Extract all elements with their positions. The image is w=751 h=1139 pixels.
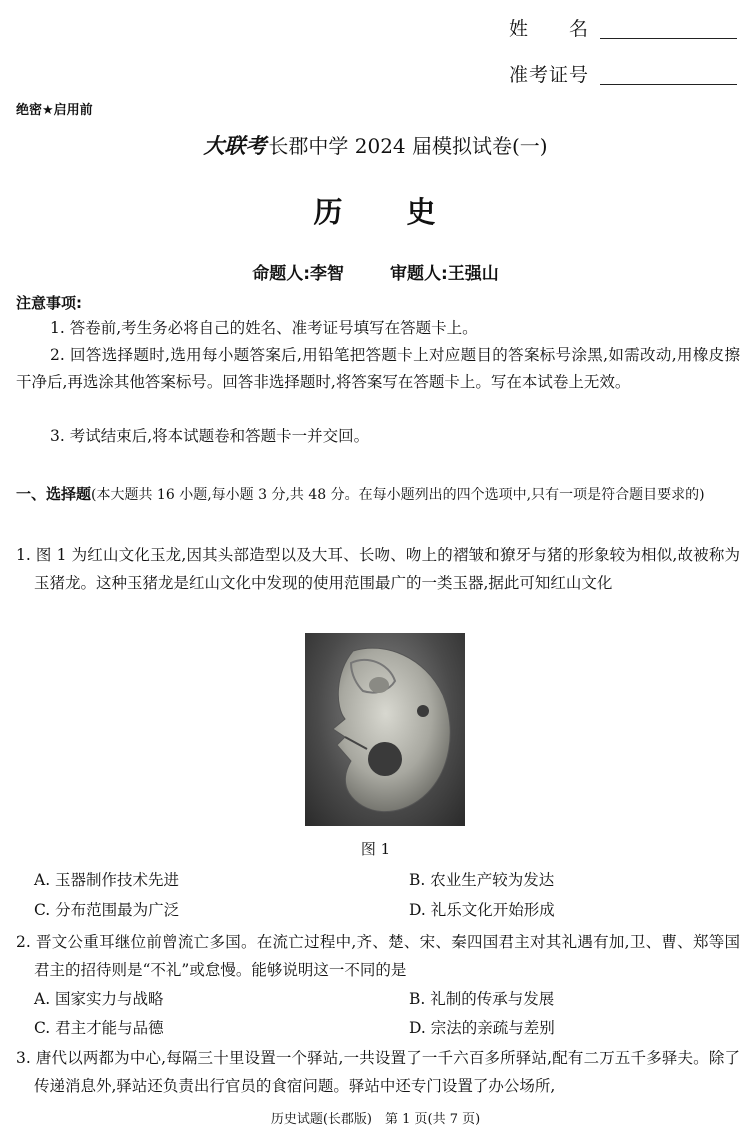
- id-label: 准考证号: [509, 64, 590, 86]
- q2-option-a[interactable]: A. 国家实力与战略: [34, 990, 164, 1008]
- secret-mark: 绝密★启用前: [16, 103, 93, 118]
- question-3-stem: 3. 唐代以两都为中心,每隔三十里设置一个驿站,一共设置了一千六百多所驿站,配有二万五千多驿夫。除了传递消息外,驿站还负责出行官员的食宿问题。驿站中还专门设置了办公场所,: [16, 1049, 740, 1095]
- notice-item-3: 3. 考试结束后,将本试题卷和答题卡一并交回。: [50, 427, 370, 445]
- reviewer: 审题人:王强山: [389, 264, 499, 284]
- q2-option-c[interactable]: C. 君主才能与品德: [34, 1019, 164, 1037]
- q1-option-d[interactable]: D. 礼乐文化开始形成: [409, 901, 555, 919]
- exam-title-text: 长郡中学 2024 届模拟试卷(一): [268, 134, 548, 158]
- name-field[interactable]: [600, 16, 737, 39]
- author: 命题人:李智: [252, 264, 345, 284]
- notice-item-2: 2. 回答选择题时,选用每小题答案后,用铅笔把答题卡上对应题目的答案标号涂黑,如需改动,用橡皮擦干净后,再选涂其他答案标号。回答非选择题时,将答案写在答题卡上。写在本试卷上无效。: [16, 346, 740, 391]
- section-header: [16, 481, 742, 508]
- id-field[interactable]: [600, 62, 737, 85]
- jade-dragon-figure: [305, 633, 465, 826]
- notice-item-1: 1. 答卷前,考生务必将自己的姓名、准考证号填写在答题卡上。: [50, 319, 478, 337]
- section-title: 一、选择题: [16, 485, 92, 503]
- q1-option-a[interactable]: A. 玉器制作技术先进: [34, 871, 180, 889]
- page-footer: 历史试题(长郡版) 第 1 页(共 7 页): [270, 1112, 481, 1127]
- figure-caption: 图 1: [360, 840, 391, 858]
- section-desc: (本大题共 16 小题,每小题 3 分,共 48 分。在每小题列出的四个选项中,只有一项是符合题目要求的): [91, 487, 705, 503]
- subject-title: 历 史: [313, 195, 438, 229]
- question-1-stem: 1. 图 1 为红山文化玉龙,因其头部造型以及大耳、长吻、吻上的褶皱和獠牙与猪的形象较为相似,故被称为玉猪龙。这种玉猪龙是红山文化中发现的使用范围最广的一类玉器,据此可知红山文化: [16, 546, 740, 592]
- jade-dragon-image: [305, 633, 465, 826]
- authors-line: [0, 259, 751, 284]
- question-2-stem: 2. 晋文公重耳继位前曾流亡多国。在流亡过程中,齐、楚、宋、秦四国君主对其礼遇有加,卫、曹、郑等国君主的招待则是“不礼”或怠慢。能够说明这一不同的是: [16, 933, 740, 979]
- brand-logo: 大联考: [203, 133, 267, 158]
- exam-title: [0, 130, 751, 160]
- q1-option-b[interactable]: B. 农业生产较为发达: [409, 871, 555, 889]
- q2-option-d[interactable]: D. 宗法的亲疏与差别: [409, 1019, 555, 1037]
- name-label: 姓 名: [509, 18, 590, 40]
- q2-option-b[interactable]: B. 礼制的传承与发展: [409, 990, 555, 1008]
- q1-option-c[interactable]: C. 分布范围最为广泛: [34, 901, 180, 919]
- notice-title: 注意事项:: [16, 294, 82, 312]
